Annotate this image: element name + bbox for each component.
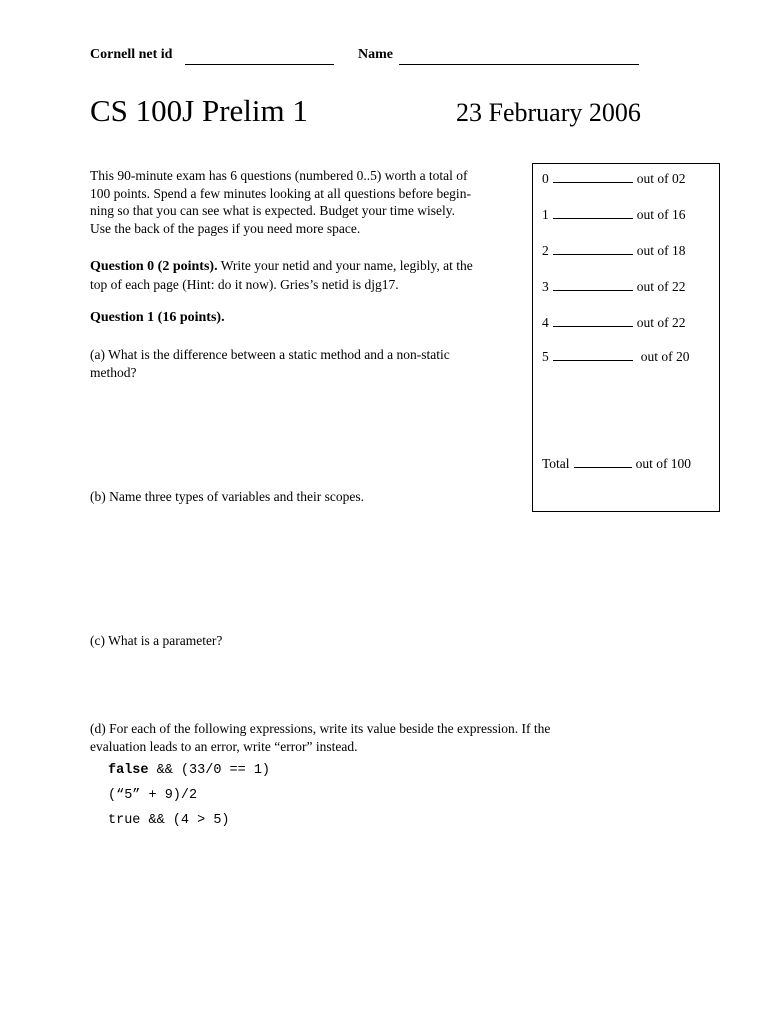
score-blank[interactable] bbox=[553, 218, 633, 219]
score-blank[interactable] bbox=[553, 182, 633, 183]
score-table bbox=[532, 163, 720, 512]
question-0 bbox=[90, 257, 530, 293]
expression-1-keyword: false bbox=[108, 763, 149, 778]
score-question-number: 2 bbox=[542, 243, 549, 258]
name-label: Name bbox=[358, 47, 393, 62]
question-1b: (b) Name three types of variables and their scopes. bbox=[90, 489, 365, 504]
intro-line: Use the back of the pages if you need more space. bbox=[90, 220, 361, 236]
question-0-text: top of each page (Hint: do it now). Gries’s netid is djg17. bbox=[90, 276, 399, 292]
expression-1-rest: && (33/0 == 1) bbox=[148, 763, 271, 778]
question-1a-text: (a) What is the difference between a static method and a non-static bbox=[90, 347, 450, 362]
question-0-text: Write your netid and your name, legibly, at the bbox=[217, 258, 473, 273]
intro-line: ning so that you can see what is expected. Budget your time wisely. bbox=[90, 203, 456, 218]
score-row-3 bbox=[542, 279, 686, 295]
score-row-5 bbox=[542, 349, 690, 365]
score-out-of: out of 22 bbox=[636, 279, 686, 294]
netid-label: Cornell net id bbox=[90, 47, 173, 62]
intro-line: 100 points. Spend a few minutes looking at all questions before begin- bbox=[90, 185, 471, 201]
score-out-of: out of 18 bbox=[636, 243, 686, 258]
score-out-of: out of 16 bbox=[636, 207, 686, 222]
question-1d-text: (d) For each of the following expressions, write its value beside the expression. If the bbox=[90, 721, 551, 736]
score-question-number: 1 bbox=[542, 207, 549, 222]
score-question-number: 4 bbox=[542, 315, 549, 330]
question-1d bbox=[90, 720, 690, 755]
intro-line: This 90-minute exam has 6 questions (numbered 0..5) worth a total of bbox=[90, 168, 468, 183]
score-row-4 bbox=[542, 315, 686, 331]
score-row-2 bbox=[542, 243, 686, 259]
question-1a-text: method? bbox=[90, 364, 137, 380]
exam-title: CS 100J Prelim 1 bbox=[90, 93, 308, 128]
question-0-heading: Question 0 (2 points). bbox=[90, 259, 218, 274]
question-1a bbox=[90, 346, 530, 381]
expression-2: (“5” + 9)/2 bbox=[108, 788, 198, 803]
question-1-heading: Question 1 (16 points). bbox=[90, 310, 225, 325]
score-row-1 bbox=[542, 207, 686, 223]
score-question-number: 5 bbox=[542, 349, 549, 364]
score-total-row bbox=[542, 456, 691, 472]
score-blank[interactable] bbox=[553, 254, 633, 255]
expression-1 bbox=[108, 763, 270, 778]
score-row-0 bbox=[542, 171, 686, 187]
score-question-number: 0 bbox=[542, 171, 549, 186]
score-out-of: out of 02 bbox=[636, 171, 686, 186]
score-blank[interactable] bbox=[553, 360, 633, 361]
score-total-label: Total bbox=[542, 456, 570, 471]
score-total-blank[interactable] bbox=[574, 467, 632, 468]
name-field[interactable] bbox=[399, 64, 639, 65]
question-1c: (c) What is a parameter? bbox=[90, 633, 223, 648]
score-total-out-of: out of 100 bbox=[635, 456, 692, 471]
netid-field[interactable] bbox=[185, 64, 334, 65]
score-blank[interactable] bbox=[553, 290, 633, 291]
score-out-of: out of 22 bbox=[636, 315, 686, 330]
question-1d-text: evaluation leads to an error, write “error” instead. bbox=[90, 738, 358, 754]
score-out-of: out of 20 bbox=[640, 349, 690, 364]
exam-date: 23 February 2006 bbox=[456, 98, 641, 127]
intro-paragraph bbox=[90, 167, 525, 237]
score-question-number: 3 bbox=[542, 279, 549, 294]
expression-3: true && (4 > 5) bbox=[108, 813, 230, 828]
score-blank[interactable] bbox=[553, 326, 633, 327]
